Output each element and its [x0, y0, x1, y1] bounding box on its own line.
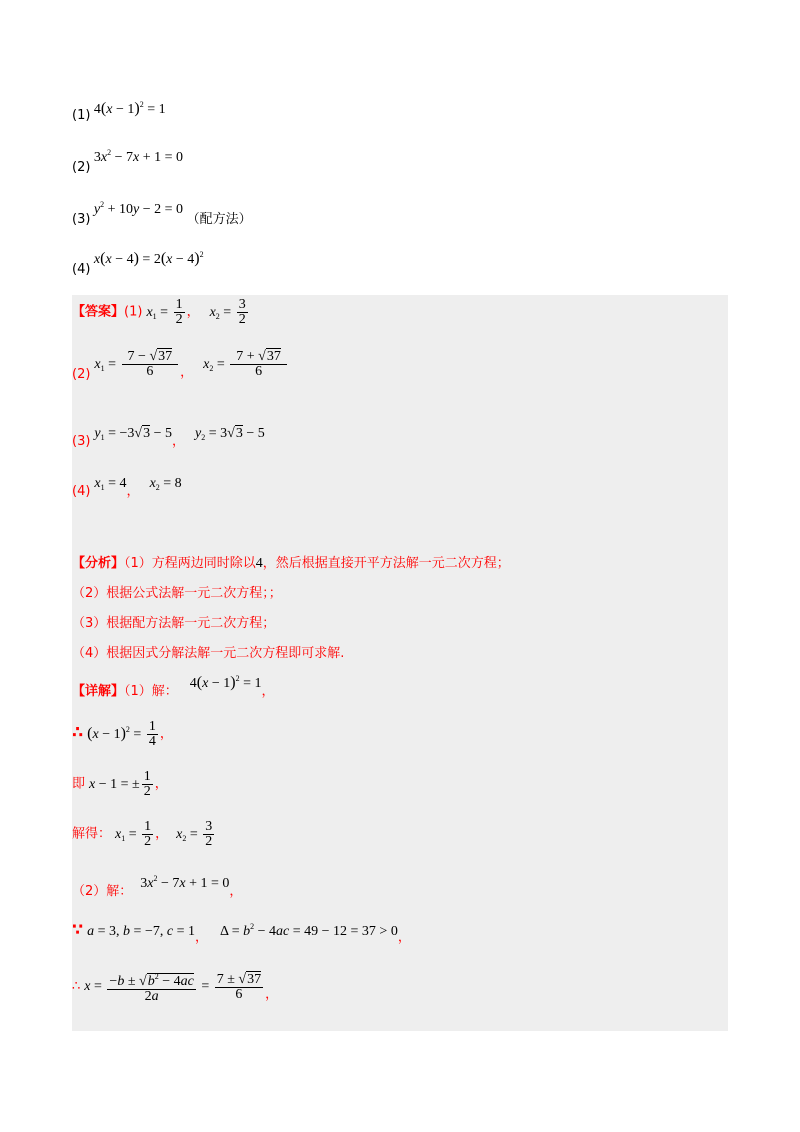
detail-part-1-step-2-equation: x − 1 = ± $\frac{1}{2}$ — [89, 769, 151, 799]
answer-tag: 【答案】 — [72, 304, 125, 320]
detail-part-1-label: （1）解： — [124, 684, 178, 699]
answer-4-label: (4) — [72, 484, 91, 499]
therefore-symbol: ∴ — [72, 979, 81, 995]
answer-3-label: (3) — [72, 434, 91, 449]
detail-part-1-header — [72, 672, 275, 699]
detail-part-2-formula — [72, 970, 278, 1004]
answer-2 — [72, 349, 289, 382]
detail-tag: 【详解】 — [72, 684, 125, 699]
answer-1-x1: $x_1$ = $\frac{1}{2}$ — [146, 297, 183, 327]
detail-part-1-equation: $4(x - 1)^2 = 1$ — [189, 674, 262, 691]
question-3 — [72, 198, 252, 227]
answer-3-y2: $y_2 = 3√3 - 5$ — [195, 426, 265, 442]
question-3-method-note: （配方法） — [186, 212, 252, 227]
answer-4-x2: $x_2 = 8$ — [149, 476, 182, 492]
answer-3-y1: $y_1 = -3√3 - 5$ — [94, 426, 173, 442]
detail-comma: ， — [194, 930, 208, 945]
ji-label: 即 — [72, 776, 86, 792]
jiede-label: 解得： — [72, 826, 112, 842]
detail-part-1-x2: $x_2$ = $\frac{3}{2}$ — [176, 819, 213, 849]
detail-part-2-label: （2）解： — [72, 884, 133, 899]
detail-part-1-x1: $x_1$ = $\frac{1}{2}$ — [115, 819, 152, 849]
detail-comma: ， — [229, 884, 243, 899]
answer-separator: ， — [186, 304, 200, 320]
question-1-label: (1) — [72, 108, 91, 123]
question-1 — [72, 100, 166, 123]
analysis-line-1-number: 4 — [255, 556, 263, 571]
question-4-equation: $x(x - 4) = 2(x - 4)^2$ — [93, 250, 204, 267]
answer-2-x2: $x_2$ = $\frac{7 + √37}{6}$ — [203, 357, 289, 372]
detail-comma: ， — [261, 684, 275, 699]
detail-part-2-equation: $3x^2 - 7x + 1 = 0$ — [140, 874, 230, 891]
detail-part-2-discriminant: $\Delta = b^2 - 4ac = 49 - 12 = 37 > 0$ — [219, 922, 398, 939]
detail-part-1-result — [72, 820, 216, 849]
answer-1 — [72, 298, 250, 327]
question-2-label: (2) — [72, 160, 91, 175]
answer-separator: ， — [172, 434, 186, 449]
analysis-line-3: （3）根据配方法解一元二次方程； — [72, 616, 276, 631]
question-3-equation: $y^2 + 10y - 2 = 0$ — [93, 200, 184, 217]
detail-part-2-header — [72, 872, 243, 899]
because-symbol: ∵ — [72, 920, 84, 939]
answer-2-x1: $x_1$ = $\frac{7 - √37}{6}$ — [94, 357, 180, 372]
analysis-tag: 【分析】 — [72, 556, 125, 571]
answer-separator: ， — [126, 484, 140, 499]
detail-comma: ， — [159, 726, 173, 742]
question-4-label: (4) — [72, 262, 91, 277]
question-2-equation: $3x^2 - 7x + 1 = 0$ — [93, 148, 184, 165]
detail-part-2-coefficients — [72, 920, 411, 945]
analysis-line-4: （4）根据因式分解法解一元二次方程即可求解. — [72, 646, 345, 661]
detail-part-1-step-1 — [72, 720, 173, 749]
analysis-line-1-text-a: （1）方程两边同时除以 — [124, 556, 256, 571]
detail-part-1-step-1-equation: $(x - 1)^2$ = $\frac{1}{4}$ — [87, 719, 156, 749]
detail-part-2-abc: a = 3, b = −7, c = 1 — [87, 924, 195, 939]
answer-1-label: (1) — [124, 304, 143, 320]
detail-comma: ， — [154, 776, 168, 792]
answer-4-x1: $x_1 = 4$ — [94, 476, 127, 492]
question-1-equation: $4(x - 1)^2 = 1$ — [93, 100, 166, 117]
detail-comma: ， — [265, 987, 279, 1003]
answer-1-x2: $x_2$ = $\frac{3}{2}$ — [209, 297, 246, 327]
question-3-label: (3) — [72, 212, 91, 227]
answer-3 — [72, 422, 265, 449]
answer-4 — [72, 472, 182, 499]
therefore-symbol: ∴ — [72, 722, 84, 742]
detail-comma: ， — [397, 930, 411, 945]
answer-2-label: (2) — [72, 366, 91, 382]
detail-part-2-quadratic-formula: x = $\frac{-b \pm √b^2 - 4ac}{2a}$ = $\frac{7 \pm √37}{6}$ — [84, 971, 262, 1004]
answer-separator: ， — [180, 364, 194, 380]
question-4 — [72, 250, 204, 277]
detail-comma: ， — [155, 826, 169, 842]
detail-part-1-step-2 — [72, 770, 168, 799]
analysis-line-1-text-b: ，然后根据直接开平方法解一元二次方程； — [262, 556, 510, 571]
analysis-line-1 — [72, 552, 510, 572]
question-2 — [72, 148, 184, 175]
analysis-line-2: （2）根据公式法解一元二次方程；； — [72, 586, 282, 601]
